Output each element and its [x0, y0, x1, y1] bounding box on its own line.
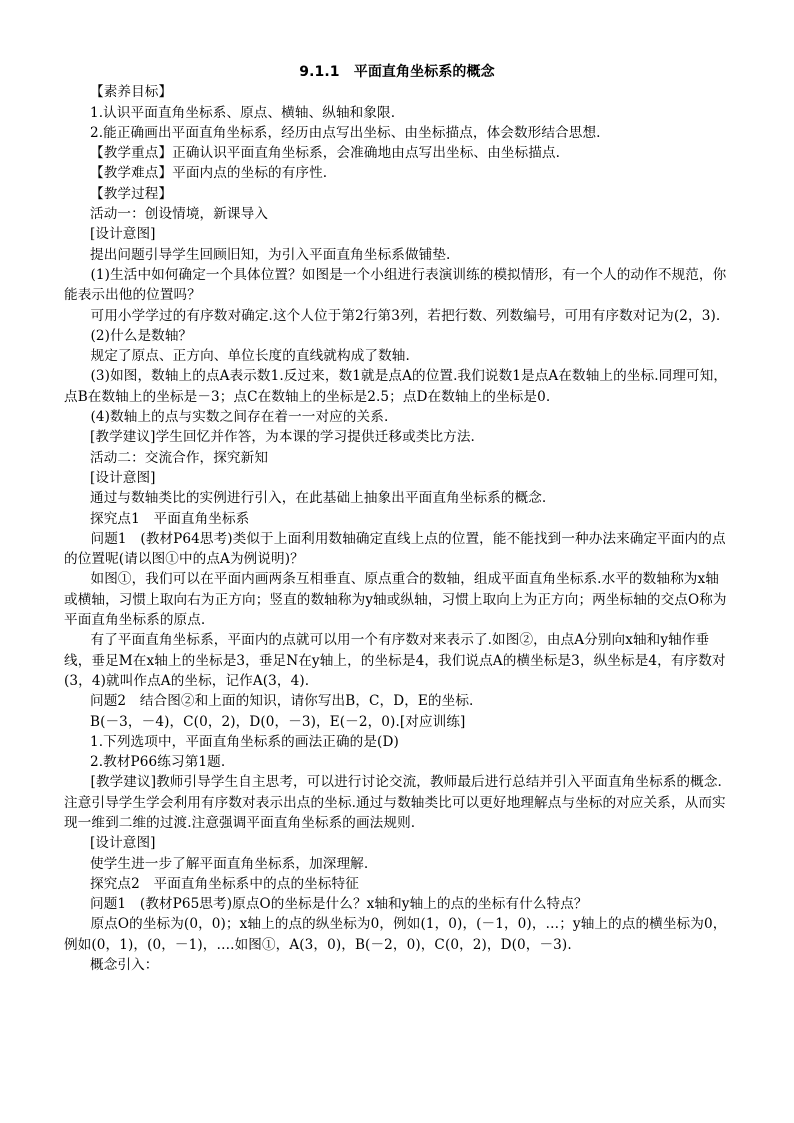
- paragraph: 【教学重点】正确认识平面直角坐标系，会准确地由点写出坐标、由坐标描点.: [90, 145, 561, 162]
- paragraph: 有了平面直角坐标系，平面内的点就可以用一个有序数对来表示了.如图②，由点A分别向x轴和y轴作垂线，垂足M在x轴上的坐标是3，垂足N在y轴上，的坐标是4，我们说点A的横坐标是3，纵坐标是4，有序数对(3，4)就叫作点A的坐标，记作A(3，4).: [64, 632, 726, 689]
- paragraph: 通过与数轴类比的实例进行引入，在此基础上抽象出平面直角坐标系的概念.: [90, 490, 547, 507]
- paragraph: (3)如图，数轴上的点A表示数1.反过来，数1就是点A的位置.我们说数1是点A在数轴上的坐标.同理可知，点B在数轴上的坐标是－3；点C在数轴上的坐标是2.5；点D在数轴上的坐标是0.: [64, 368, 728, 405]
- paragraph: (1)生活中如何确定一个具体位置？如图是一个小组进行表演训练的模拟情形，有一个人的动作不规范，你能表示出他的位置吗？: [64, 266, 727, 304]
- paragraph: 如图①，我们可以在平面内画两条互相垂直、原点重合的数轴，组成平面直角坐标系.水平的数轴称为x轴或横轴，习惯上取向右为正方向；竖直的数轴称为y轴或纵轴，习惯上取向上为正方向；两坐标轴的交点O称为平面直角坐标系的原点.: [64, 571, 727, 629]
- paragraph: 活动二：交流合作，探究新知: [90, 449, 269, 466]
- paragraph: 1.认识平面直角坐标系、原点、横轴、纵轴和象限.: [90, 104, 396, 121]
- paragraph: [设计意图]: [90, 226, 156, 243]
- paragraph: 2.教材P66练习第1题.: [90, 754, 226, 771]
- document-body: [64, 82, 730, 975]
- paragraph: (4)数轴上的点与实数之间存在着一一对应的关系.: [90, 409, 389, 426]
- paragraph: 【教学过程】: [90, 185, 173, 202]
- paragraph: [教学建议]教师引导学生自主思考，可以进行讨论交流，教师最后进行总结并引入平面直角坐标系的概念.注意引导学生学会利用有序数对表示出点的坐标.通过与数轴类比可以更好地理解点与坐标的对应关系，从而实现一维到二维的过渡.注意强调平面直角坐标系的画法规则.: [64, 774, 726, 831]
- paragraph: B(－3，－4)，C(0，2)，D(0，－3)，E(－2，0).[对应训练]: [90, 713, 466, 730]
- paragraph: 活动一：创设情境，新课导入: [90, 206, 269, 223]
- paragraph: 问题1 (教材P65思考)原点O的坐标是什么？x轴和y轴上的点的坐标有什么特点？: [90, 896, 588, 913]
- paragraph: [设计意图]: [90, 469, 156, 486]
- paragraph: 1.下列选项中，平面直角坐标系的画法正确的是(D): [90, 733, 399, 750]
- paragraph: 概念引入：: [90, 957, 159, 974]
- paragraph: 使学生进一步了解平面直角坐标系，加深理解.: [90, 855, 369, 872]
- paragraph: 问题2 结合图②和上面的知识，请你写出B，C，D，E的坐标.: [90, 693, 474, 710]
- paragraph: 探究点2 平面直角坐标系中的点的坐标特征: [90, 875, 359, 892]
- paragraph: 探究点1 平面直角坐标系: [90, 510, 250, 527]
- paragraph: 规定了原点、正方向、单位长度的直线就构成了数轴.: [90, 348, 410, 365]
- paragraph: (2)什么是数轴？: [90, 327, 193, 344]
- paragraph: 原点O的坐标为(0，0)；x轴上的点的纵坐标为0，例如(1，0)，(－1，0)，…；y轴上的点的横坐标为0，例如(0，1)，(0，－1)，….如图①，A(3，0)，B(－2，0)，C(0，2)，D(0，－3).: [64, 916, 727, 953]
- paragraph: [教学建议]学生回忆并作答，为本课的学习提供迁移或类比方法.: [90, 429, 475, 446]
- paragraph: 【教学难点】平面内点的坐标的有序性.: [90, 165, 328, 182]
- document-title: 9.1.1 平面直角坐标系的概念: [299, 64, 495, 80]
- paragraph: 2.能正确画出平面直角坐标系，经历由点写出坐标、由坐标描点，体会数形结合思想.: [90, 124, 601, 141]
- paragraph: 问题1 (教材P64思考)类似于上面利用数轴确定直线上点的位置，能不能找到一种办法来确定平面内的点的位置呢(请以图①中的点A为例说明)？: [64, 530, 726, 568]
- paragraph: 可用小学学过的有序数对确定.这个人位于第2行第3列，若把行数、列数编号，可用有序数对记为(2，3).: [90, 307, 721, 324]
- paragraph: 【素养目标】: [90, 84, 173, 101]
- paragraph: 提出问题引导学生回顾旧知，为引入平面直角坐标系做铺垫.: [90, 246, 451, 263]
- paragraph: [设计意图]: [90, 835, 156, 852]
